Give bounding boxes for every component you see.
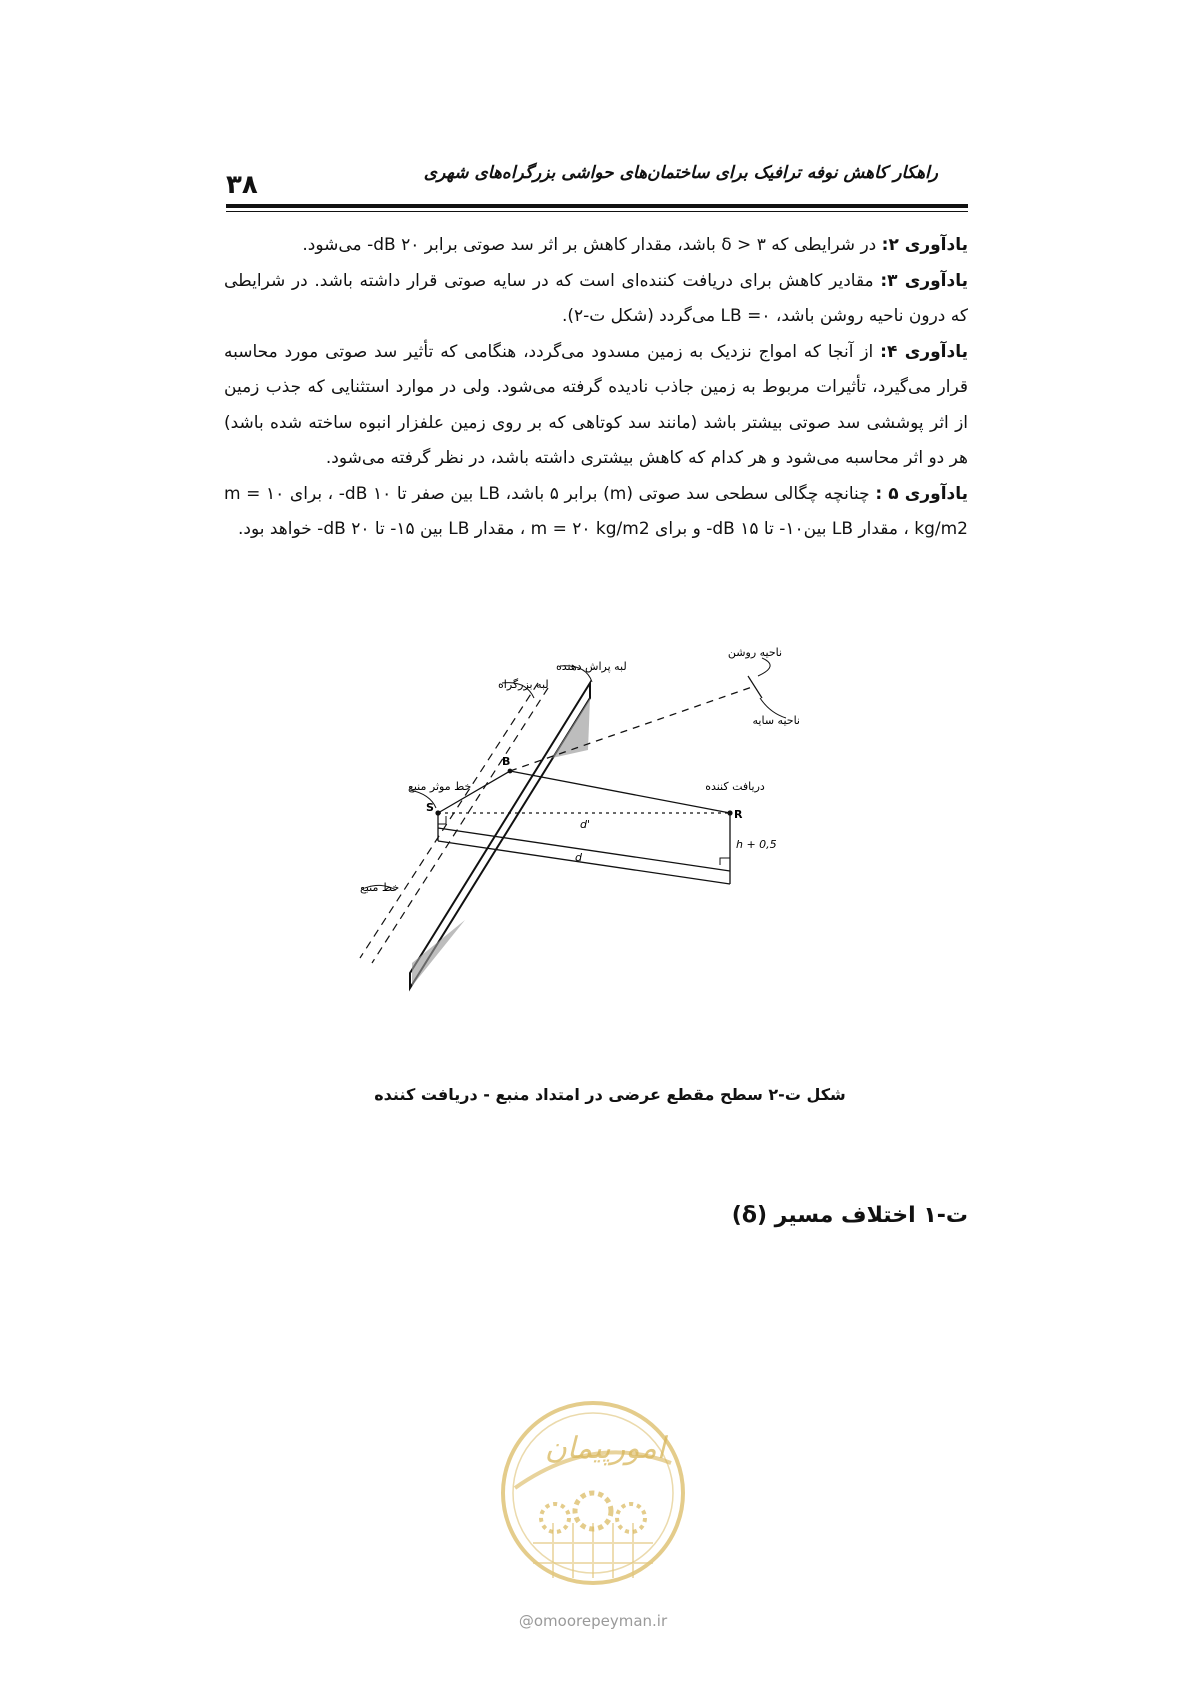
label-d-prime: d' (580, 818, 591, 831)
label-highway-edge: لبه بزرگراه (498, 678, 549, 691)
header-rule-thick (226, 204, 968, 208)
note-3 (224, 264, 968, 335)
label-d: d (575, 851, 582, 864)
running-title: راهکار کاهش نوفه ترافیک برای ساختمان‌های حواشی بزرگراه‌های شهری (423, 163, 938, 183)
label-effective-source-line: خط موثر منبع (408, 780, 472, 793)
barrier-face (410, 683, 590, 988)
gear-icon-right (617, 1504, 645, 1532)
figure-diagram (330, 646, 890, 1078)
watermark-logo-text: امورپیمان (544, 1431, 666, 1466)
label-height: h + 0,5 (736, 838, 777, 851)
watermark-url: @omoorepeyman.ir (518, 1612, 668, 1630)
point-s-marker (435, 810, 440, 815)
highway-edge-line (360, 683, 538, 958)
note-label: یادآوری ۲: (881, 235, 968, 255)
label-diffraction-edge: لبه پراش دهنده (556, 660, 627, 673)
barrier-shade-bottom (412, 920, 465, 986)
note-label: یادآوری ۳: (880, 270, 968, 291)
watermark-logo (493, 1393, 693, 1633)
point-r-marker (727, 810, 732, 815)
label-receiver: دریافت کننده (705, 780, 765, 793)
label-point-b: B (502, 755, 511, 768)
label-point-r: R (734, 808, 743, 821)
note-text: چنانچه چگالی سطحی سد صوتی (m) برابر ۵ باشد، LB بین صفر تا ۱۰ dB- ، برای m = ۱۰ kg/m2 ، مقدار LB بین۱۰- تا ۱۵ dB- و برای m = ۲۰ kg/m2 ، مقدار LB بین ۱۵- تا ۲۰ dB- خواهد بود. (224, 483, 968, 539)
ground-line-top (438, 828, 730, 871)
shadow-boundary-line (510, 686, 755, 771)
page-number: ۳۸ (226, 170, 258, 200)
source-angle-mark (438, 816, 446, 824)
note-text: از آنجا که امواج نزدیک به زمین مسدود می‌گردد، هنگامی که تأثیر سد صوتی مورد محاسبه قرار می‌گیرد، تأثیرات مربوط به زمین جاذب نادیده گرفته می‌شود. ولی در موارد استثنایی که جذب زمین از اثر پوششی سد صوتی بیشتر باشد (مانند سد کوتاهی که بر روی زمین علفزار انبوه ساخته شده باشد) هر دو اثر محاسبه می‌شود و هر کدام که کاهش بیشتری داشته باشد، در نظر گرفته می‌شود. (224, 341, 968, 468)
note-4 (224, 335, 968, 477)
source-line (372, 688, 548, 963)
label-bright-zone: ناحیه روشن (727, 646, 783, 659)
point-b-marker (508, 769, 513, 774)
label-source-line: خط منبع (360, 881, 400, 894)
note-2 (224, 228, 968, 264)
note-text: مقادیر کاهش برای دریافت کننده‌ای است که در سایه صوتی قرار داشته باشد. در شرایطی که درون ناحیه روشن باشد، LB =۰ می‌گردد (شکل ت-۲). (224, 270, 968, 326)
note-label: یادآوری ۵ : (875, 483, 969, 504)
leader-bright-zone (758, 658, 770, 676)
label-point-s: S (426, 801, 434, 814)
zone-tick (748, 676, 762, 698)
right-angle-mark (720, 858, 730, 865)
note-5 (224, 477, 968, 548)
note-label: یادآوری ۴: (880, 341, 968, 362)
barrier-cross-section-figure (330, 646, 890, 1078)
ground-line-bottom (438, 841, 730, 884)
figure-caption: شکل ت-۲ سطح مقطع عرضی در امتداد منبع - دریافت کننده (374, 1085, 846, 1104)
ray-edge-to-receiver (510, 771, 730, 813)
note-text: در شرایطی که ۳ < δ باشد، مقدار کاهش بر اثر سد صوتی برابر ۲۰ dB- می‌شود. (302, 235, 882, 255)
watermark-emblem (493, 1393, 693, 1613)
section-heading: ت-۱ اختلاف مسیر (δ) (731, 1203, 968, 1228)
header-rule-thin (226, 211, 968, 212)
label-shadow-zone: ناحیه سایه (752, 714, 800, 727)
gear-icon-left (541, 1504, 569, 1532)
body-text (224, 228, 968, 548)
